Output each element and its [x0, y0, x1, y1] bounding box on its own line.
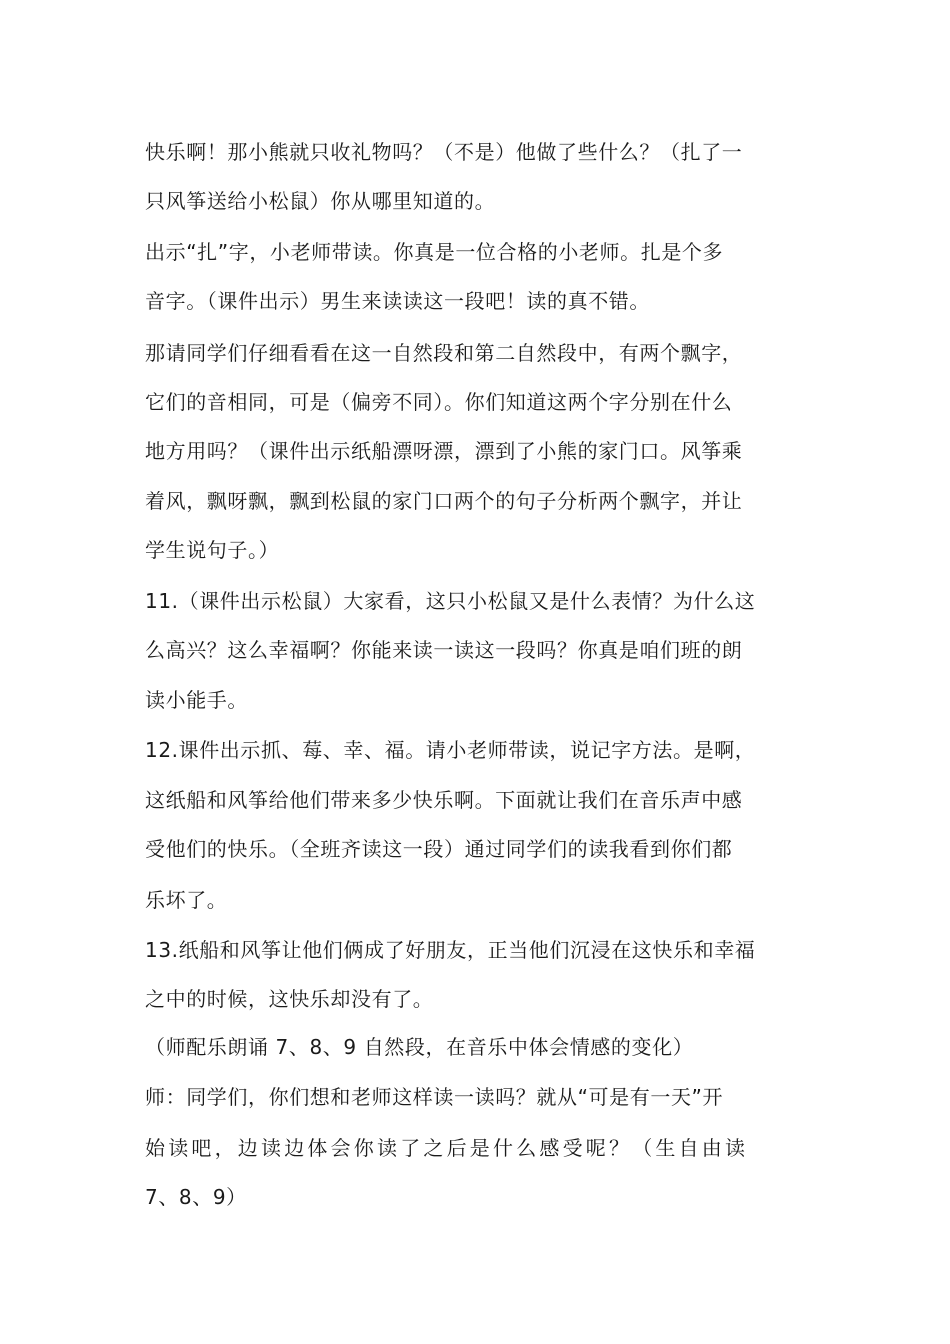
text-line: 12.课件出示抓、莓、幸、福。请小老师带读，说记字方法。是啊， [145, 738, 756, 762]
text-line: 它们的音相同，可是（偏旁不同）。你们知道这两个字分别在什么 [145, 390, 733, 414]
text-line: 着风，飘呀飘，飘到松鼠的家门口两个的句子分析两个飘字，并让 [145, 489, 743, 513]
text-line: 音字。（课件出示）男生来读读这一段吧！读的真不错。 [145, 289, 650, 313]
text-line: 13.纸船和风筝让他们俩成了好朋友，正当他们沉浸在这快乐和幸福 [145, 938, 756, 962]
text-line: 始读吧，边读边体会你读了之后是什么感受呢？（生自由读 [145, 1136, 749, 1160]
text-line: 读小能手。 [145, 688, 248, 712]
text-line: 出示“扎”字，小老师带读。你真是一位合格的小老师。扎是个多 [145, 240, 724, 264]
text-line: 11.（课件出示松鼠）大家看，这只小松鼠又是什么表情？为什么这 [145, 589, 756, 613]
text-line: 乐坏了。 [145, 888, 228, 912]
text-line: 地方用吗？（课件出示纸船漂呀漂，漂到了小熊的家门口。风筝乘 [145, 439, 743, 463]
text-line: 那请同学们仔细看看在这一自然段和第二自然段中，有两个飘字， [145, 341, 743, 365]
text-line: 之中的时候，这快乐却没有了。 [145, 987, 434, 1011]
text-line: 快乐啊！那小熊就只收礼物吗？（不是）他做了些什么？（扎了一 [145, 140, 743, 164]
text-line: 这纸船和风筝给他们带来多少快乐啊。下面就让我们在音乐声中感 [145, 788, 743, 812]
text-line: 学生说句子。） [145, 538, 280, 562]
text-line: 7、8、9） [145, 1185, 247, 1209]
text-line: （师配乐朗诵 7、8、9 自然段，在音乐中体会情感的变化） [145, 1035, 694, 1059]
text-line: 师：同学们，你们想和老师这样读一读吗？就从“可是有一天”开 [145, 1085, 724, 1109]
text-line: 只风筝送给小松鼠）你从哪里知道的。 [145, 189, 496, 213]
text-line: 么高兴？这么幸福啊？你能来读一读这一段吗？你真是咱们班的朗 [145, 638, 743, 662]
text-line: 受他们的快乐。（全班齐读这一段）通过同学们的读我看到你们都 [145, 837, 733, 861]
